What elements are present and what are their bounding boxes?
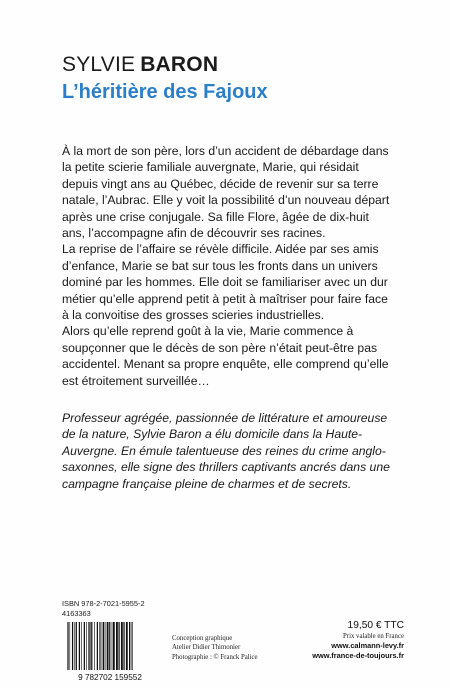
book-title: L’héritière des Fajoux <box>62 81 268 103</box>
barcode-bar <box>68 622 69 670</box>
isbn-number: ISBN 978-2-7021-5955-2 <box>62 599 145 608</box>
barcode-bar <box>88 622 89 670</box>
barcode-bar <box>69 622 70 670</box>
credit-line: Conception graphique <box>172 635 233 642</box>
barcode-bar <box>116 622 118 670</box>
barcode-bar <box>76 622 77 670</box>
barcode-bar <box>79 622 80 670</box>
isbn-code: 4163363 <box>62 609 91 618</box>
author-bio-text: Professeur agrégée, passionnée de littérature et amoureuse de la nature, Sylvie Baron a élu domicile dans la Haute-Auvergne. En émule talentueuse des reines du crime anglo-saxonnes, elle signe des thrillers captivants ancrés dans une campagne française pleine de charmes et de secrets. <box>62 411 390 491</box>
barcode-bar <box>105 622 106 670</box>
barcode-bar <box>103 622 104 670</box>
barcode-bar <box>84 622 85 670</box>
barcode-bar <box>109 622 110 670</box>
credit-line: Photographie : © Franck Palice <box>172 653 258 661</box>
barcode-bar <box>86 622 87 670</box>
barcode-bar <box>131 622 132 670</box>
barcode-bar <box>94 622 95 670</box>
barcode-bar <box>129 622 130 670</box>
isbn-block <box>62 599 145 619</box>
barcode <box>60 620 160 682</box>
barcode-bar <box>121 622 123 670</box>
author-first-name: SYLVIE <box>62 53 136 76</box>
barcode-bar <box>89 622 90 670</box>
barcode-bar <box>123 622 124 670</box>
barcode-bar <box>97 622 98 670</box>
credits <box>172 634 258 662</box>
barcode-bar <box>126 622 128 670</box>
synopsis-paragraph: La reprise de l’affaire se révèle difficile. Aidée par ses amis d’enfance, Marie se bat sur tous les fronts dans un univers dominé par les hommes. Elle doit se familiariser avec un dur métier qu’elle apprend petit à petit à maîtriser pour faire face à la convoitise des grosses scieries industrielles. <box>62 242 388 323</box>
barcode-bar <box>74 622 75 670</box>
barcode-bar <box>107 622 109 670</box>
price-note: Prix valable en France <box>343 633 404 640</box>
barcode-bar <box>72 622 73 670</box>
barcode-bar <box>99 622 100 670</box>
publisher-url[interactable]: www.calmann-levy.fr <box>331 641 404 650</box>
barcode-digits: 9 782702 159552 <box>78 673 142 682</box>
barcode-bar <box>91 622 92 670</box>
price: 19,50 € TTC <box>347 620 404 631</box>
barcode-graphic <box>60 620 160 682</box>
credit-line: Atelier Didier Thimonier <box>172 644 241 652</box>
barcode-bar <box>112 622 113 670</box>
barcode-bar <box>118 622 119 670</box>
imprint-url[interactable]: www.france-de-toujours.fr <box>312 651 404 660</box>
barcode-bar <box>132 622 133 670</box>
barcode-bar <box>81 622 82 670</box>
price-block <box>312 619 404 661</box>
barcode-bar <box>67 622 68 670</box>
barcode-bar <box>113 622 115 670</box>
synopsis-paragraph: Alors qu’elle reprend goût à la vie, Marie commence à soupçonner que le décès de son père n’était peut-être pas accidentel. Menant sa propre enquête, elle comprend qu’elle est étroitement surveillée… <box>62 324 389 388</box>
author-bio <box>62 410 402 492</box>
author-last-name: BARON <box>140 53 219 76</box>
author-name <box>62 53 218 77</box>
synopsis <box>62 143 392 389</box>
barcode-bar <box>100 622 101 670</box>
barcode-bar <box>102 622 103 670</box>
synopsis-paragraph: À la mort de son père, lors d’un accident de débardage dans la petite scierie familiale auvergnate, Marie, qui résidait depuis vingt ans au Québec, décide de revenir sur sa terre natale, l’Aubrac. Elle y voit la possibilité d’un nouveau départ après une crise conjugale. Sa fille Flore, âgée de dix-huit ans, l’accompagne afin de découvrir ses racines. <box>62 144 390 241</box>
